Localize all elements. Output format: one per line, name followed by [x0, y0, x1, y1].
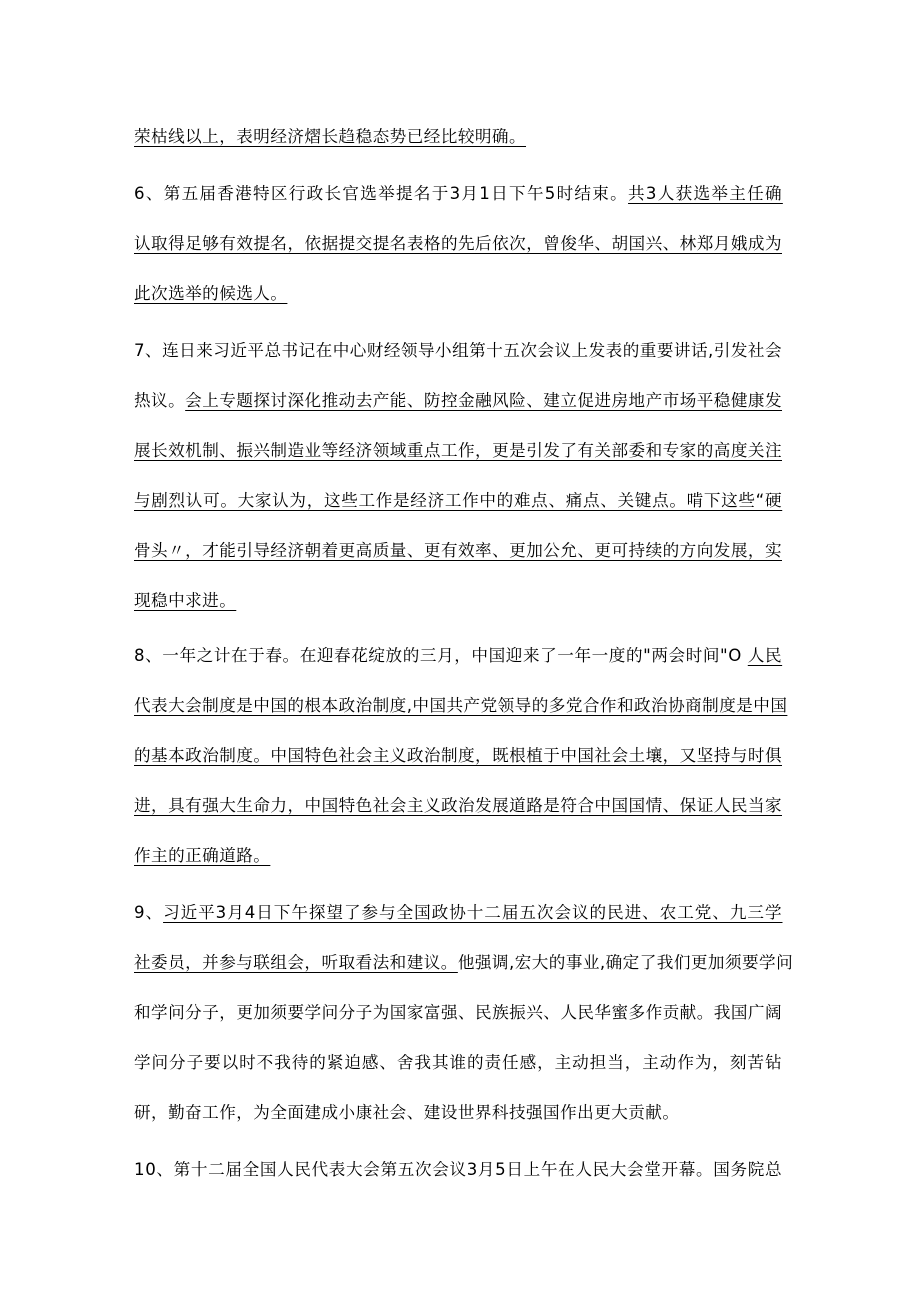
text-line — [134, 845, 270, 867]
underlined-text: 现稳中求进。 — [134, 591, 237, 610]
underlined-text: 作主的正确道路。 — [134, 846, 271, 865]
underlined-text: 习近平3月4日下午探望了参与全国政协十二届五次会议的民进、农工党、九三学 — [163, 903, 783, 922]
text-segment: 热议。 — [134, 391, 186, 410]
text-segment: 6、第五届香港特区行政长官选举提名于3月1日下午5时结束。 — [134, 184, 629, 203]
underlined-text: 代表大会制度是中国的根本政治制度,中国共产党领导的多党合作和政治协商制度是中国 — [134, 696, 788, 715]
underlined-text: 此次选举的候选人。 — [134, 284, 288, 303]
underlined-text: 骨头〃，才能引导经济朝着更高质量、更有效率、更加公允、更可持续的方向发展，实 — [134, 541, 782, 560]
text-segment: 学问分子要以时不我待的紧迫感、舍我其谁的责任感，主动担当，主动作为，刻苦钻 — [134, 1053, 783, 1072]
text-line — [134, 795, 782, 817]
underlined-text: 展长效机制、振兴制造业等经济领域重点工作，更是引发了有关部委和专家的高度关注 — [134, 441, 782, 460]
underlined-text: 进，具有强大生命力，中国特色社会主义政治发展道路是符合中国国情、保证人民当家 — [134, 796, 782, 815]
text-line — [134, 126, 526, 148]
text-segment: 9、 — [134, 903, 164, 922]
text-line — [134, 540, 782, 562]
text-line — [134, 695, 787, 717]
text-line — [134, 745, 782, 767]
text-line — [134, 952, 793, 974]
text-segment: 研，勤奋工作，为全面建成小康社会、建设世界科技强国作出更大贡献。 — [134, 1103, 680, 1122]
text-line — [134, 233, 782, 255]
text-line — [134, 183, 783, 205]
text-line — [134, 340, 782, 362]
text-segment: 7、连日来习近平总书记在中心财经领导小组第十五次会议上发表的重要讲话,引发社会 — [134, 341, 783, 360]
text-segment: 和学问分子，更加须要学问分子为国家富强、民族振兴、人民华蜜多作贡献。我国广阔 — [134, 1003, 782, 1022]
text-line — [134, 390, 782, 412]
text-line — [134, 1002, 782, 1024]
text-line — [134, 1159, 782, 1181]
text-line — [134, 490, 782, 512]
underlined-text: 会上专题探讨深化推动去产能、防控金融风险、建立促进房地产市场平稳健康发 — [185, 391, 783, 410]
underlined-text: 与剧烈认可。大家认为，这些工作是经济工作中的难点、痛点、关键点。啃下这些“硬 — [134, 491, 783, 510]
text-segment: 他强调,宏大的事业,确定了我们更加须要学问 — [457, 953, 794, 972]
text-line — [134, 1052, 782, 1074]
text-line — [134, 283, 287, 305]
text-segment: 10、第十二届全国人民代表大会第五次会议3月5日上午在人民大会堂开幕。国务院总 — [134, 1160, 783, 1179]
text-line — [134, 645, 782, 667]
underlined-text: 人民 — [747, 646, 783, 665]
underlined-text: 荣枯线以上，表明经济熠长趋稳态势已经比较明确。 — [134, 127, 527, 146]
underlined-text: 认取得足够有效提名，依据提交提名表格的先后依次，曾俊华、胡国兴、林郑月娥成为 — [134, 234, 782, 253]
text-line — [134, 440, 782, 462]
underlined-text: 共3人获选举主任确 — [628, 184, 783, 203]
text-line — [134, 590, 236, 612]
text-line — [134, 1102, 679, 1124]
text-line — [134, 902, 783, 924]
underlined-text: 的基本政治制度。中国特色社会主义政治制度，既根植于中国社会土壤，又坚持与时俱 — [134, 746, 782, 765]
underlined-text: 社委员，并参与联组会，听取看法和建议。 — [134, 953, 458, 972]
text-segment: 8、一年之计在于春。在迎春花绽放的三月，中国迎来了一年一度的"两会时间"O — [134, 646, 748, 665]
